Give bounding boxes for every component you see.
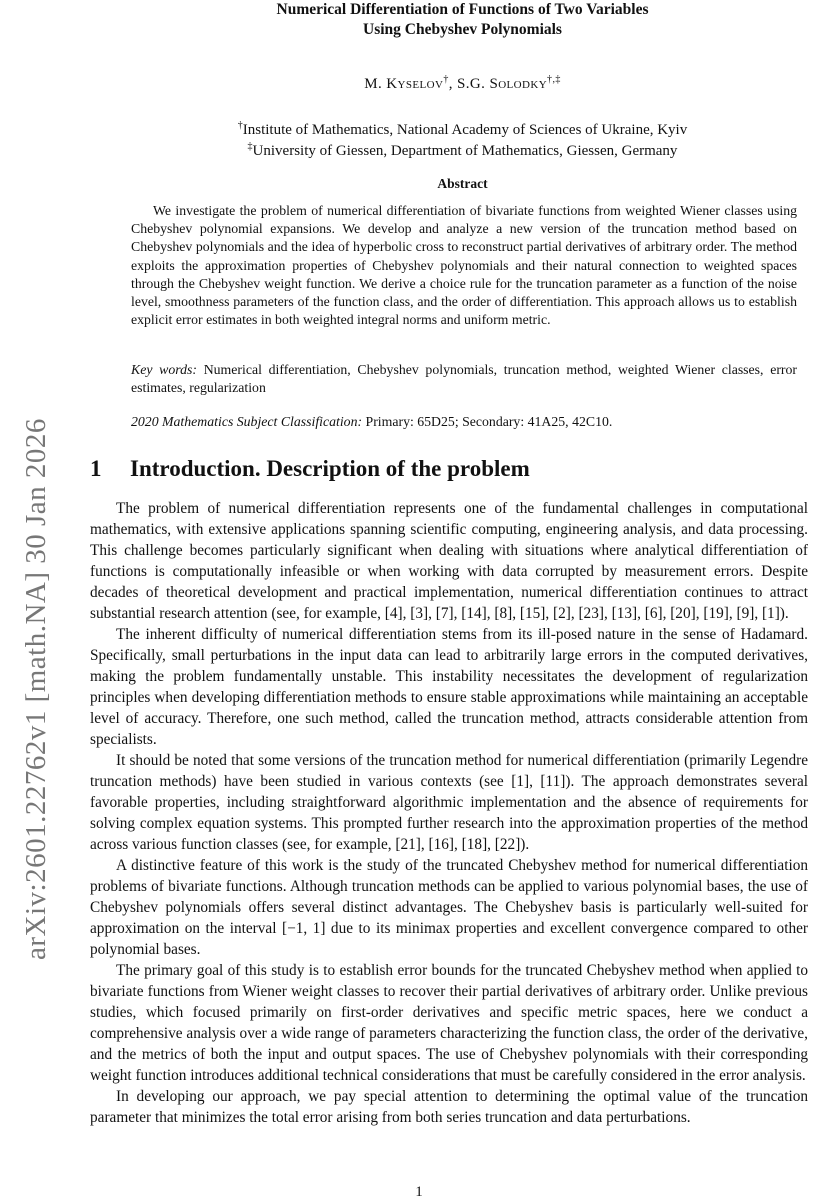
keywords — [131, 361, 797, 397]
author-1: M. Kyselov — [364, 76, 444, 92]
affiliation-2 — [90, 141, 835, 162]
title-line-2: Using Chebyshev Polynomials — [363, 21, 562, 38]
keywords-label: Key words: — [131, 362, 197, 377]
author-2: S.G. Solodky — [457, 76, 548, 92]
affiliation-1-text: Institute of Mathematics, National Academy of Sciences of Ukraine, Kyiv — [242, 122, 688, 138]
title-line-1: Numerical Differentiation of Functions of Two Variables — [276, 1, 649, 18]
paragraph-4: A distinctive feature of this work is the study of the truncated Chebyshev method for numerical differentiation problems of bivariate functions. Although truncation methods can be applied to various polynomial bases, the use of Chebyshev polynomials offers several distinct advantages. The Chebyshev basis is particularly well-suited for approximation on the interval [−1, 1] due to its minimax properties and excellent convergence compared to other polynomial bases. — [90, 857, 808, 958]
arxiv-identifier-stamp: arXiv:2601.22762v1 [math.NA] 30 Jan 2026 — [20, 418, 52, 960]
affiliation-2-text: University of Giessen, Department of Mathematics, Giessen, Germany — [252, 143, 678, 159]
author-separator: , — [448, 76, 458, 92]
paragraph-6: In developing our approach, we pay special attention to determining the optimal value of the truncation parameter that minimizes the total error arising from both series truncation and data perturbations. — [90, 1088, 808, 1126]
author-2-mark: †,‡ — [547, 74, 561, 85]
paragraph-3: It should be noted that some versions of the truncation method for numerical differentiation (primarily Legendre truncation methods) have been studied in various contexts (see [1], [11]). The approach demonstrates several favorable properties, including straightforward algorithmic implementation and the absence of requirements for solving complex equation systems. This prompted further research into the approximation properties of the method across various function classes (see, for example, [21], [16], [18], [22]). — [90, 752, 808, 853]
section-heading — [90, 456, 530, 482]
affiliation-1 — [90, 120, 835, 141]
section-title: Introduction. Description of the problem — [130, 456, 530, 481]
paragraph-2: The inherent difficulty of numerical differentiation stems from its ill-posed nature in the sense of Hadamard. Specifically, small perturbations in the input data can lead to arbitrarily large errors in the computed derivatives, making the problem fundamentally unstable. This instability necessitates the development of regularization principles when developing differentiation methods to ensure stable approximations while maintaining an acceptable level of accuracy. Therefore, one such method, called the truncation method, attracts considerable attention from specialists. — [90, 626, 808, 748]
abstract-heading: Abstract — [437, 176, 488, 191]
msc-classification — [131, 413, 797, 431]
affiliations — [90, 120, 835, 162]
affiliation-1-mark: † — [237, 120, 243, 131]
author-1-mark: † — [443, 74, 449, 85]
page-number: 1 — [415, 1184, 423, 1200]
abstract-body: We investigate the problem of numerical differentiation of bivariate functions from weighted Wiener classes using Chebyshev polynomial expansions. We develop and analyze a new version of the truncation method based on Chebyshev polynomials and the idea of hyperbolic cross to reconstruct partial derivatives of arbitrary order. The method exploits the approximation properties of Chebyshev polynomials and their natural connection to weighted spaces through the Chebyshev weight function. We derive a choice rule for the truncation parameter as a function of the noise level, smoothness parameters of the function class, and the order of differentiation. This approach allows us to establish explicit error estimates in both weighted integral norms and uniform metric. — [131, 203, 797, 328]
keywords-text: Numerical differentiation, Chebyshev polynomials, truncation method, weighted Wiener classes, error estimates, regularization — [131, 362, 797, 396]
author-list — [90, 76, 835, 93]
section-number: 1 — [90, 456, 102, 481]
paper-title — [90, 0, 835, 40]
msc-text: Primary: 65D25; Secondary: 41A25, 42C10. — [365, 414, 613, 429]
introduction-body — [90, 498, 808, 1128]
paragraph-1: The problem of numerical differentiation represents one of the fundamental challenges in computational mathematics, with extensive applications spanning scientific computing, engineering analysis, and data processing. This challenge becomes particularly significant when dealing with situations where analytical differentiation of functions is computationally infeasible or when working with data corrupted by measurement errors. Despite decades of theoretical development and practical implementation, numerical differentiation continues to attract substantial research attention (see, for example, [4], [3], [7], [14], [8], [15], [2], [23], [13], [6], [20], [19], [9], [1]). — [90, 500, 808, 622]
paragraph-5: The primary goal of this study is to establish error bounds for the truncated Chebyshev method when applied to bivariate functions from Wiener weight classes to recover their partial derivatives of arbitrary order. Unlike previous studies, which focused primarily on first-order derivatives and specific metric spaces, here we conduct a comprehensive analysis over a wide range of parameters characterizing the function class, the order of the derivative, and the metrics of both the input and output spaces. The use of Chebyshev polynomials with their corresponding weight function introduces additional technical considerations that must be carefully considered in the error analysis. — [90, 962, 808, 1084]
affiliation-2-mark: ‡ — [247, 141, 253, 152]
msc-label: 2020 Mathematics Subject Classification: — [131, 414, 363, 429]
